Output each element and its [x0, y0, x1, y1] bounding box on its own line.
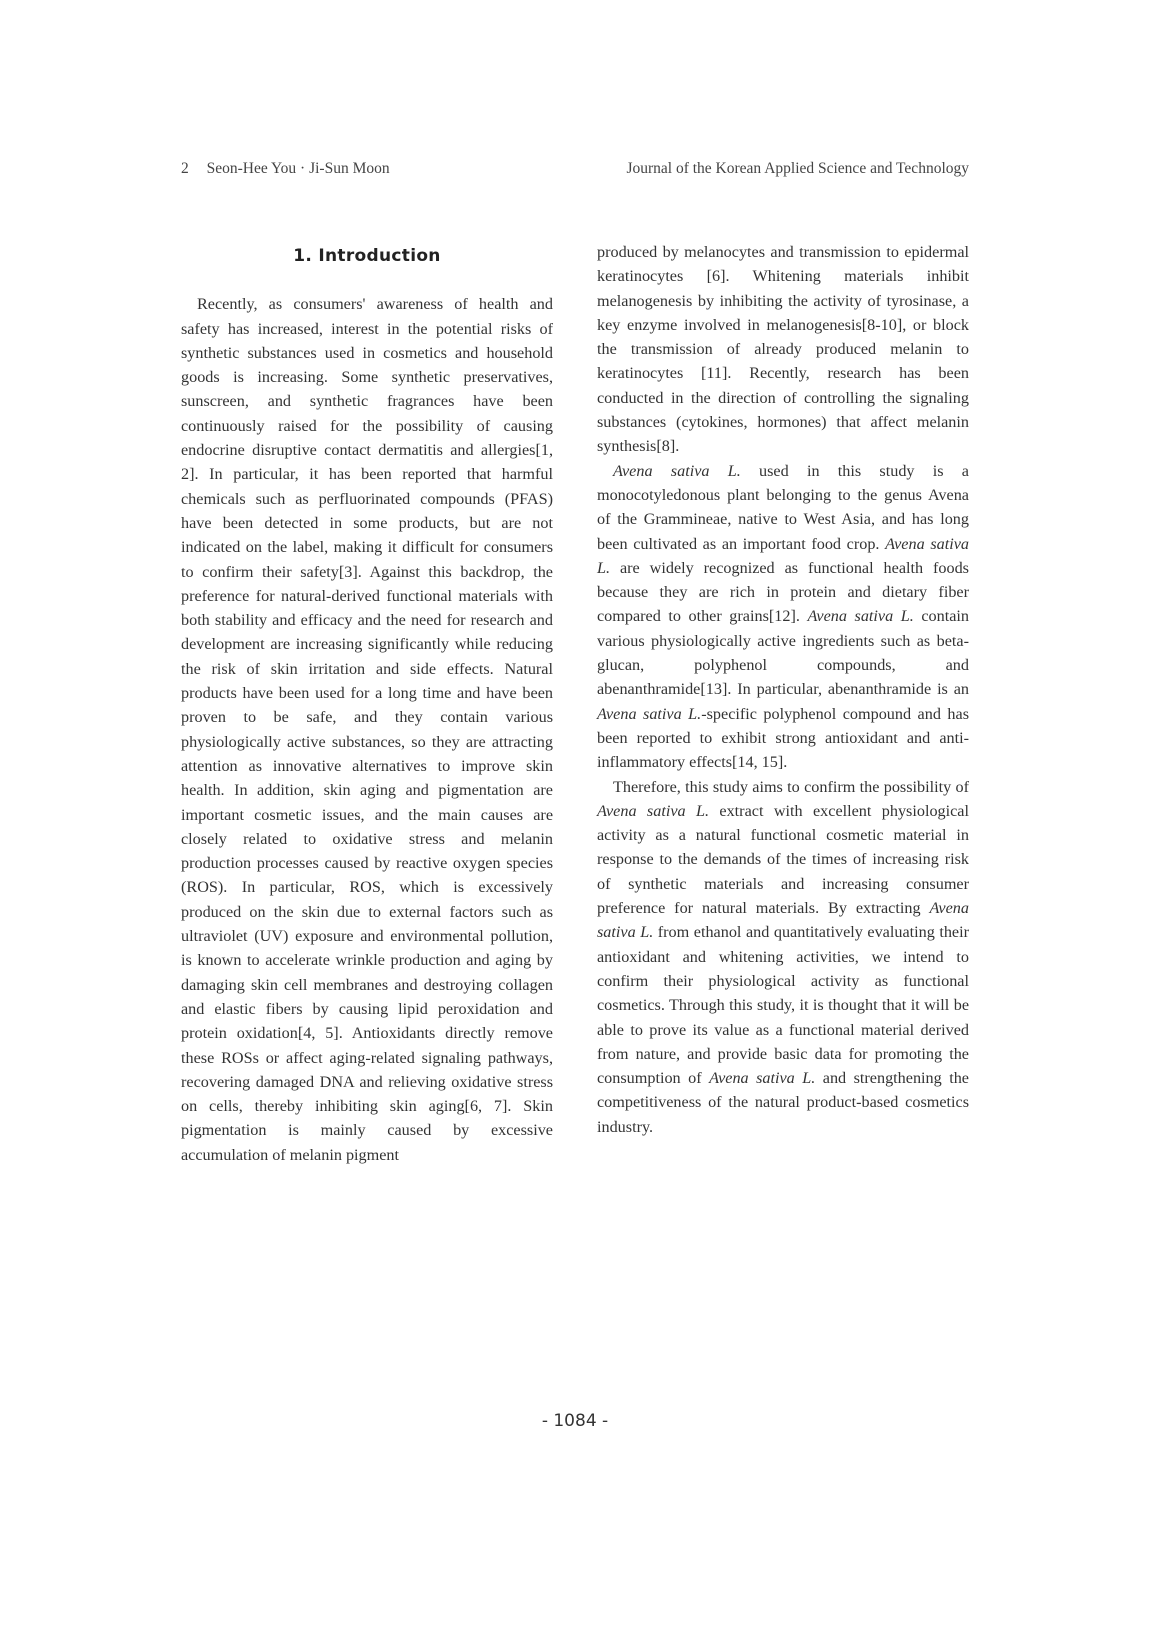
- paragraph-text: contain various physiologically active ingredients such as beta-glucan, polyphenol compounds, and abenanthramide[13]. In particular, abenanthramide is an: [597, 607, 969, 699]
- header-page-number: 2: [181, 160, 189, 177]
- header-left: [181, 160, 390, 178]
- paragraph-text: and strengthening the competitiveness of the natural product-based cosmetics industry.: [597, 1069, 969, 1136]
- running-header: [181, 160, 969, 184]
- header-journal: Journal of the Korean Applied Science and Technology: [626, 160, 969, 177]
- intro-paragraph-1-continued: produced by melanocytes and transmission to epidermal keratinocytes [6]. Whitening materials inhibit melanogenesis by inhibiting the activity of tyrosinase, a key enzyme involved in melanogenesis[8-10], or block the transmission of already produced melanin to keratinocytes [11]. Recently, research has been conducted in the direction of controlling the signaling substances (cytokines, hormones) that affect melanin synthesis[8].: [597, 243, 969, 456]
- species-name: Avena sativa L.: [807, 607, 914, 626]
- intro-paragraph-2: [597, 459, 969, 775]
- species-name: Avena sativa L.: [597, 534, 969, 577]
- paragraph-text: extract with excellent physiological activity as a natural functional cosmetic material in response to the demands of the times of increasing risk of synthetic materials and increasing consumer preference for natural materials. By extracting: [597, 801, 969, 918]
- paragraph-text: -specific polyphenol compound and has been reported to exhibit strong antioxidant and anti-inflammatory effects[14, 15].: [597, 704, 969, 772]
- species-name: Avena sativa L.: [613, 461, 741, 480]
- intro-paragraph-1: Recently, as consumers' awareness of health and safety has increased, interest in the potential risks of synthetic substances used in cosmetics and household goods is increasing. Some synthetic preservatives, sunscreen, and synthetic fragrances have been continuously raised for the possibility of causing endocrine disruptive contact dermatitis and allergies[1, 2]. In particular, it has been reported that harmful chemicals such as perfluorinated compounds (PFAS) have been detected in some products, but are not indicated on the label, making it difficult for consumers to confirm their safety[3]. Against this backdrop, the preference for natural-derived functional materials with both stability and efficacy and the need for research and development are increasing significantly while reducing the risk of skin irritation and side effects. Natural products have been used for a long time and have been proven to be safe, and they contain various physiologically active substances, so they are attracting attention as innovative alternatives to improve skin health. In addition, skin aging and pigmentation are important cosmetic issues, and the main causes are closely related to oxidative stress and melanin production processes caused by reactive oxygen species (ROS). In particular, ROS, which is excessively produced on the skin due to external factors such as ultraviolet (UV) exposure and environmental pollution, is known to accelerate wrinkle production and aging by damaging skin cell membranes and destroying collagen and elastic fibers by causing lipid peroxidation and protein oxidation[4, 5]. Antioxidants directly remove these ROSs or affect aging-related signaling pathways, recovering damaged DNA and relieving oxidative stress on cells, thereby inhibiting skin aging[6, 7]. Skin pigmentation is mainly caused by excessive accumulation of melanin pigment: [181, 295, 553, 1164]
- left-column: [181, 240, 553, 1167]
- species-name: Avena sativa L.: [597, 704, 702, 723]
- paragraph-text: are widely recognized as functional health foods because they are rich in protein and dietary fiber compared to other grains[12].: [597, 558, 969, 626]
- species-name: Avena sativa L.: [597, 801, 710, 820]
- right-column: [597, 240, 969, 1139]
- header-authors: Seon-Hee You · Ji-Sun Moon: [206, 160, 390, 177]
- species-name: Avena sativa L.: [709, 1069, 816, 1088]
- paragraph-text: used in this study is a monocotyledonous plant belonging to the genus Avena of the Grammineae, native to West Asia, and has long been cultivated as an important food crop.: [597, 461, 969, 553]
- species-name: Avena sativa L.: [597, 899, 969, 942]
- section-title: 1. Introduction: [293, 246, 441, 266]
- intro-paragraph-3: [597, 775, 969, 1139]
- paragraph-text: Therefore, this study aims to confirm the possibility of: [613, 777, 969, 796]
- page-footer-number: - 1084 -: [541, 1411, 609, 1431]
- paragraph-text: from ethanol and quantitatively evaluating their antioxidant and whitening activities, we intend to confirm their physiological activity as functional cosmetics. Through this study, it is thought that it will be able to prove its value as a functional material derived from nature, and provide basic data for promoting the consumption of: [597, 923, 970, 1088]
